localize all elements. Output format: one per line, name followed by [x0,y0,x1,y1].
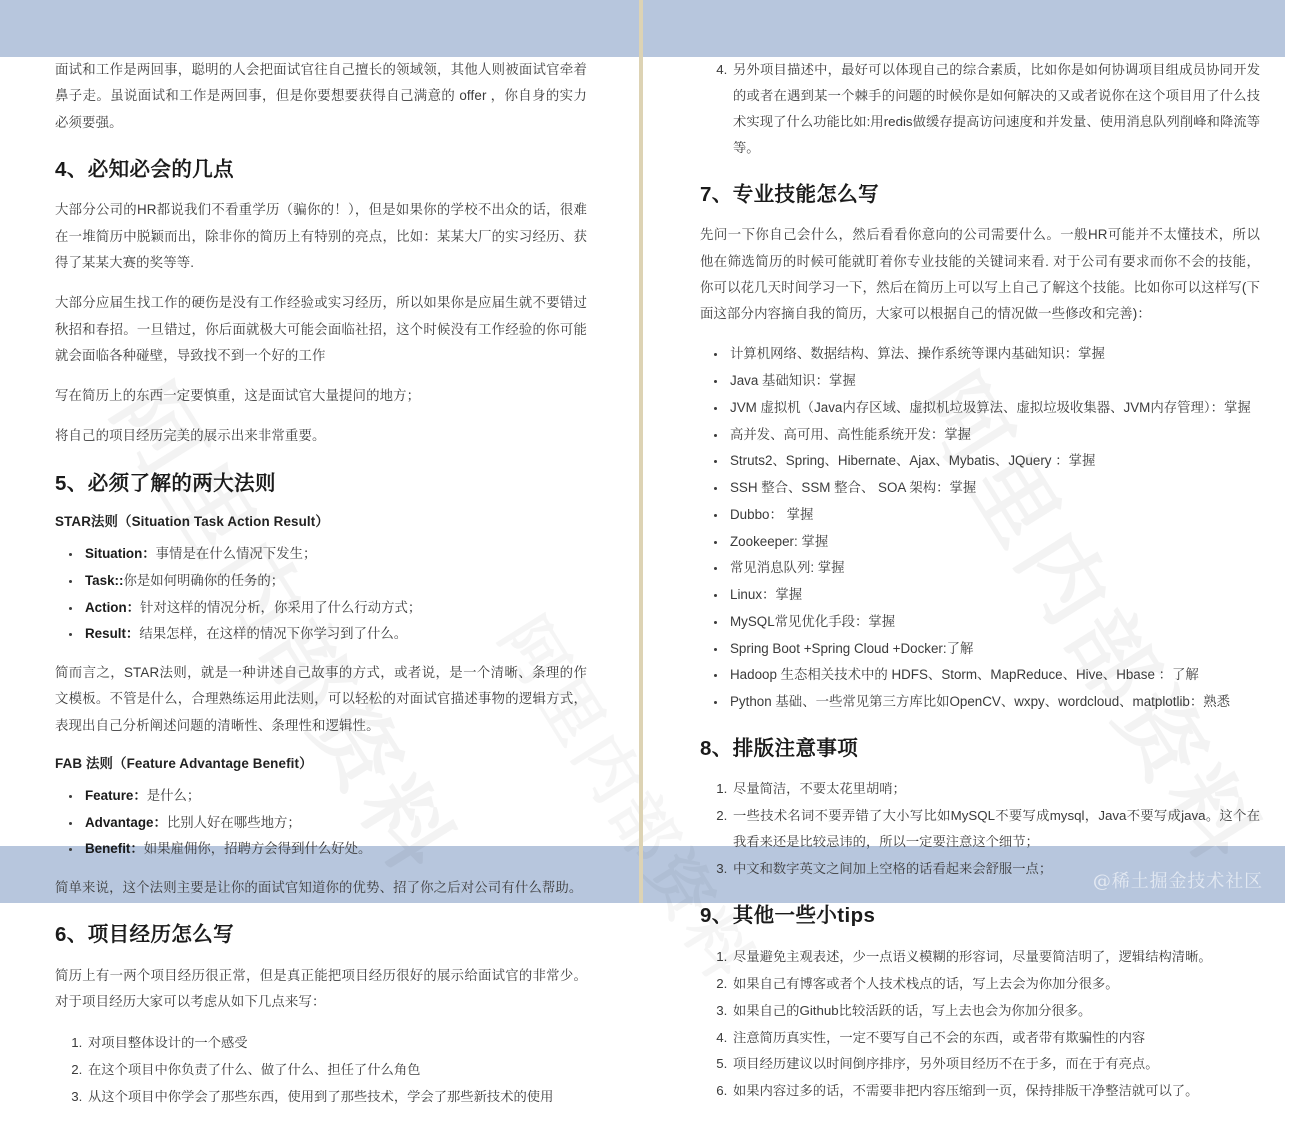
fab-term: Benefit： [85,841,144,857]
heading-section-9: 9、其他一些小tips [700,904,876,928]
fab-desc: 是什么； [146,788,201,803]
intro-paragraph: 面试和工作是两回事，聪明的人会把面试官往自己擅长的领域领，其他人则被面试官牵着鼻子走。虽说面试和工作是两回事，但是你要想要获得自己满意的 offer ，你自身的实力必须要强。 [55,62,587,130]
star-term: Situation： [85,546,156,562]
list-item: 2. 一些技术名词不要弄错了大小写比如MySQL不要写成mysql，Java不要写成java。这个在我看来还是比较忌讳的，所以一定要注意这个细节； [731,803,1260,855]
list-item: • Hadoop 生态相关技术中的 HDFS、Storm、MapReduce、Hive、Hbase ：了解 [727,662,1260,688]
list-item: • 常见消息队列: 掌握 [727,555,1260,581]
star-subheading: STAR法则（Situation Task Action Result） [55,514,329,530]
list-item [82,783,587,809]
list-item: • SSH 整合、SSM 整合、 SOA 架构：掌握 [727,475,1260,501]
fab-desc: 比别人好在哪些地方； [166,814,301,830]
section4-paragraph-1: 大部分公司的HR都说我们不看重学历（骗你的！），但是如果你的学校不出众的话，很难在一堆简历中脱颖而出，除非你的简历上有特别的亮点，比如：某某大厂的实习经历、获得了某某大赛的奖等等. [55,202,587,270]
fab-rule-list [55,783,587,862]
star-desc: 结果怎样，在这样的情况下你学习到了什么。 [139,626,408,642]
star-rule-list [55,541,587,647]
left-text-column [55,57,587,1122]
heading-section-6: 6、项目经历怎么写 [55,923,235,947]
fab-subheading: FAB 法则（Feature Advantage Benefit） [55,756,313,771]
list-item: 3. 如果自己的Github比较活跃的话，写上去也会为你加分很多。 [731,998,1260,1024]
list-item: • Linux：掌握 [727,582,1260,608]
list-item: 1. 对项目整体设计的一个感受 [86,1030,587,1056]
fab-term: Feature： [85,788,147,803]
list-item: • 计算机网络、数据结构、算法、操作系统等课内基础知识：掌握 [727,341,1260,367]
list-item: 4. 注意简历真实性，一定不要写自己不会的东西，或者带有欺骗性的内容 [731,1025,1260,1051]
list-item: • Struts2、Spring、Hibernate、Ajax、Mybatis、JQuery ：掌握 [727,448,1260,474]
list-item: 3. 从这个项目中你学会了那些东西，使用到了那些技术，学会了那些新技术的使用 [86,1084,587,1110]
other-tips-list [700,944,1260,1105]
section4-paragraph-2: 大部分应届生找工作的硬伤是没有工作经验或实习经历，所以如果你是应届生就不要错过秋招和春招。一旦错过，你后面就极大可能会面临社招，这个时候没有工作经验的你可能就会面临各种碰壁，导致找不到一个好的工作 [55,295,587,363]
list-item: 2. 在这个项目中你负责了什么、做了什么、担任了什么角色 [86,1057,587,1083]
list-item: • JVM 虚拟机（Java内存区域、虚拟机垃圾算法、虚拟垃圾收集器、JVM内存管理）：掌握 [727,395,1260,421]
star-term: Result： [85,626,140,642]
list-item: 2. 如果自己有博客或者个人技术栈点的话，写上去会为你加分很多。 [731,971,1260,997]
project-experience-list-continued [700,57,1260,161]
list-item [82,621,587,647]
professional-skills-list [700,341,1260,714]
heading-section-4: 4、必知必会的几点 [55,157,235,181]
column-divider [639,0,643,903]
heading-section-5: 5、必须了解的两大法则 [55,471,276,495]
list-item [82,568,587,594]
section7-paragraph-1: 先问一下你自己会什么，然后看看你意向的公司需要什么。一般HR可能并不太懂技术，所以他在筛选简历的时候可能就盯着你专业技能的关键词来看. 对于公司有要求而你不会的技能，你可以花几天时间学习一下，然后在简历上可以写上自己了解这个技能。比如你可以这样写(下面这部分内容摘自我的简历，大家可以根据自己的情况做一些修改和完善)： [700,227,1260,322]
fab-desc: 如果雇佣你，招聘方会得到什么好处。 [143,841,372,857]
list-item [82,836,587,862]
list-item: • 高并发、高可用、高性能系统开发：掌握 [727,422,1260,448]
star-desc: 针对这样的情况分析，你采用了什么行动方式； [140,599,422,615]
list-item: • Java 基础知识：掌握 [727,368,1260,394]
project-experience-list [55,1030,587,1110]
section4-paragraph-3: 写在简历上的东西一定要慎重，这是面试官大量提问的地方； [55,388,421,404]
list-item [82,595,587,621]
fab-summary-paragraph: 简单来说，这个法则主要是让你的面试官知道你的优势、招了你之后对公司有什么帮助。 [55,880,583,896]
star-term: Task:: [85,573,124,588]
list-item: • MySQL常见优化手段：掌握 [727,609,1260,635]
list-item: • Spring Boot +Spring Cloud +Docker:了解 [727,636,1260,662]
list-item: 5. 项目经历建议以时间倒序排序，另外项目经历不在于多，而在于有亮点。 [731,1051,1260,1077]
list-item: 1. 尽量简洁，不要太花里胡哨； [731,776,1260,802]
list-item [82,810,587,836]
list-item: • Dubbo： 掌握 [727,502,1260,528]
heading-section-7: 7、专业技能怎么写 [700,182,880,206]
list-item: 3. 中文和数字英文之间加上空格的话看起来会舒服一点； [731,856,1260,882]
footer-watermark: @稀土掘金技术社区 [1092,871,1263,892]
star-desc: 你是如何明确你的任务的； [123,573,285,588]
list-item: 1. 尽量避免主观表述，少一点语义模糊的形容词，尽量要简洁明了，逻辑结构清晰。 [731,944,1260,970]
star-summary-paragraph: 简而言之，STAR法则，就是一种讲述自己故事的方式，或者说，是一个清晰、条理的作文模板。不管是什么，合理熟练运用此法则，可以轻松的对面试官描述事物的逻辑方式，表现出自己分析阐述问题的清晰性、条理性和逻辑性。 [55,665,587,733]
list-item: 6. 如果内容过多的话，不需要非把内容压缩到一页，保持排版干净整洁就可以了。 [731,1078,1260,1104]
list-item [82,541,587,567]
section4-paragraph-4: 将自己的项目经历完美的展示出来非常重要。 [55,428,326,444]
right-text-column [700,57,1260,1117]
star-term: Action： [85,599,141,615]
heading-section-8: 8、排版注意事项 [700,736,859,760]
fab-term: Advantage： [85,814,167,830]
list-item: • Zookeeper: 掌握 [727,529,1260,555]
star-desc: 事情是在什么情况下发生； [155,546,317,562]
list-item: • Python 基础、一些常见第三方库比如OpenCV、wxpy、wordcloud、matplotlib：熟悉 [727,689,1260,715]
section6-paragraph-1: 简历上有一两个项目经历很正常，但是真正能把项目经历很好的展示给面试官的非常少。对于项目经历大家可以考虑从如下几点来写： [55,968,587,1010]
list-item: 4. 另外项目描述中，最好可以体现自己的综合素质，比如你是如何协调项目组成员协同开发的或者在遇到某一个棘手的问题的时候你是如何解决的又或者说你在这个项目用了什么技术实现了什么功能比如:用redis做缓存提高访问速度和并发量、使用消息队列削峰和降流等等。 [731,57,1260,161]
